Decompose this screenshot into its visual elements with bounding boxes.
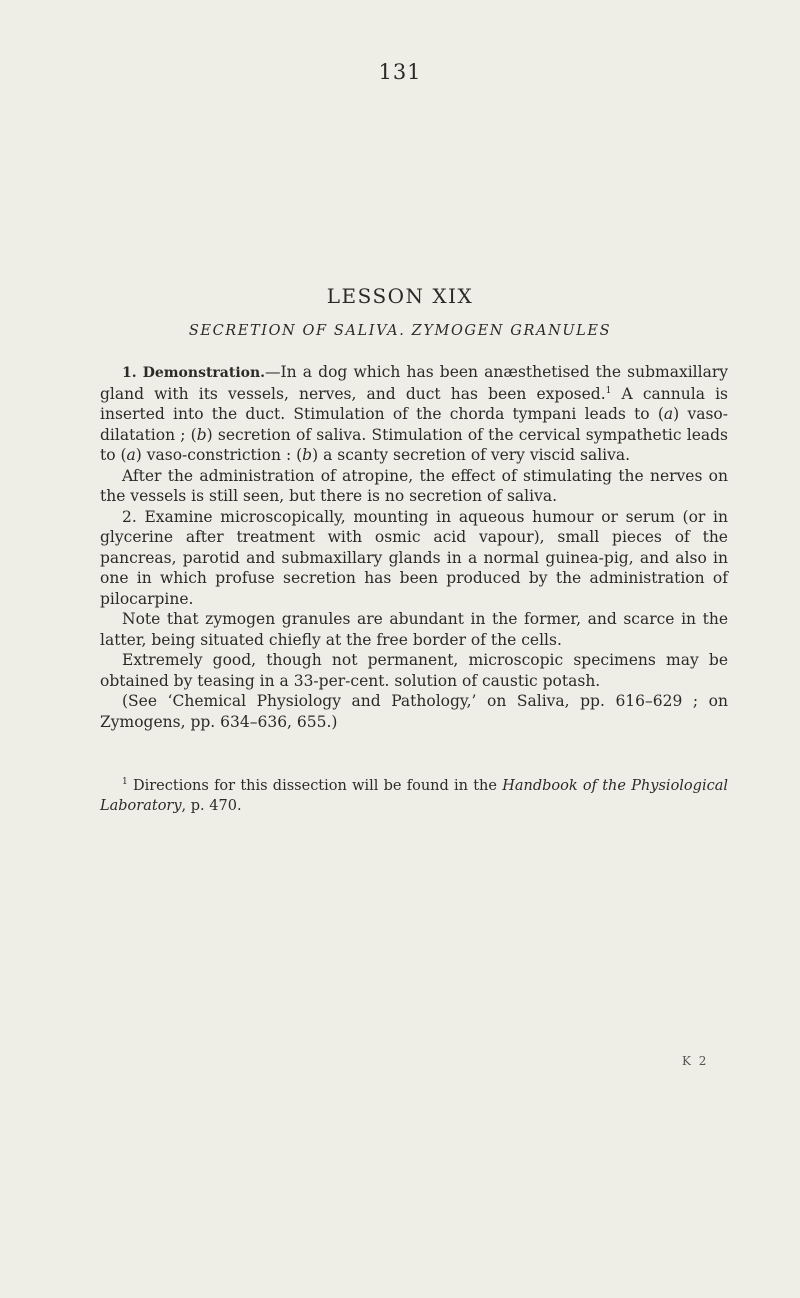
footnote-text: Directions for this dissection will be found in the xyxy=(127,778,503,794)
paragraph-lead-in: 1. Demonstration. xyxy=(122,365,266,381)
paragraph-text: —In a dog which has been anæsthetised the submaxillary gland with its vessels, nerves, and duct has been exposed. xyxy=(100,363,728,403)
footnote-title: Handbook of the Physiological Laboratory xyxy=(100,778,728,814)
paragraph-note: Note that zymogen granules are abundant in the former, and scarce in the latter, being situated chiefly at the free border of the cells. xyxy=(100,610,728,649)
lesson-heading: LESSON XIX xyxy=(326,284,474,308)
footnote-reference: 1 xyxy=(605,385,612,396)
footnote-suffix: , p. 470. xyxy=(181,798,242,814)
paragraph-italic: b xyxy=(196,425,207,444)
paragraph-italic: a xyxy=(126,446,136,464)
paragraph-text: ) a scanty secretion of very viscid saliva. xyxy=(312,446,631,464)
paragraph-specimens: Extremely good, though not permanent, microscopic specimens may be obtained by teasing in a 33-per-cent. solution of caustic potash. xyxy=(100,651,728,690)
paragraph-text: ) vaso-constriction : ( xyxy=(135,446,303,464)
paragraph-demonstration xyxy=(100,362,728,466)
paragraph-text: A cannula is inserted into the duct. Stimulation of the chorda tympani leads to ( xyxy=(100,384,728,423)
page-number: 131 xyxy=(378,60,422,84)
paragraph-italic: b xyxy=(302,446,313,464)
footnote xyxy=(100,776,728,816)
paragraph-examine: 2. Examine microscopically, mounting in aqueous humour or serum (or in glycerine after treatment with osmic acid vapour), small pieces of the pancreas, parotid and submaxillary glands in a normal guinea-pig, and also in one in which profuse secretion has been produced by the administration of pilocarpine. xyxy=(100,507,728,608)
footnote-mark: 1 xyxy=(122,777,128,788)
paragraph-text: ) secretion of saliva. Stimulation of the cervical sympathetic leads to ( xyxy=(100,425,729,464)
signature-mark: K 2 xyxy=(682,1054,709,1068)
paragraph-italic: a xyxy=(663,405,674,423)
body-text xyxy=(100,362,728,732)
paragraph-reference: (See ‘Chemical Physiology and Pathology,’ on Saliva, pp. 616–629 ; on Zymogens, pp. 634–636, 655.) xyxy=(100,692,728,731)
paragraph-atropine: After the administration of atropine, the effect of stimulating the nerves on the vessels is still seen, but there is no secretion of saliva. xyxy=(100,466,728,505)
paragraph-text: ) vaso-dilatation ; ( xyxy=(100,405,728,444)
lesson-subtitle: SECRETION OF SALIVA. ZYMOGEN GRANULES xyxy=(188,323,612,339)
